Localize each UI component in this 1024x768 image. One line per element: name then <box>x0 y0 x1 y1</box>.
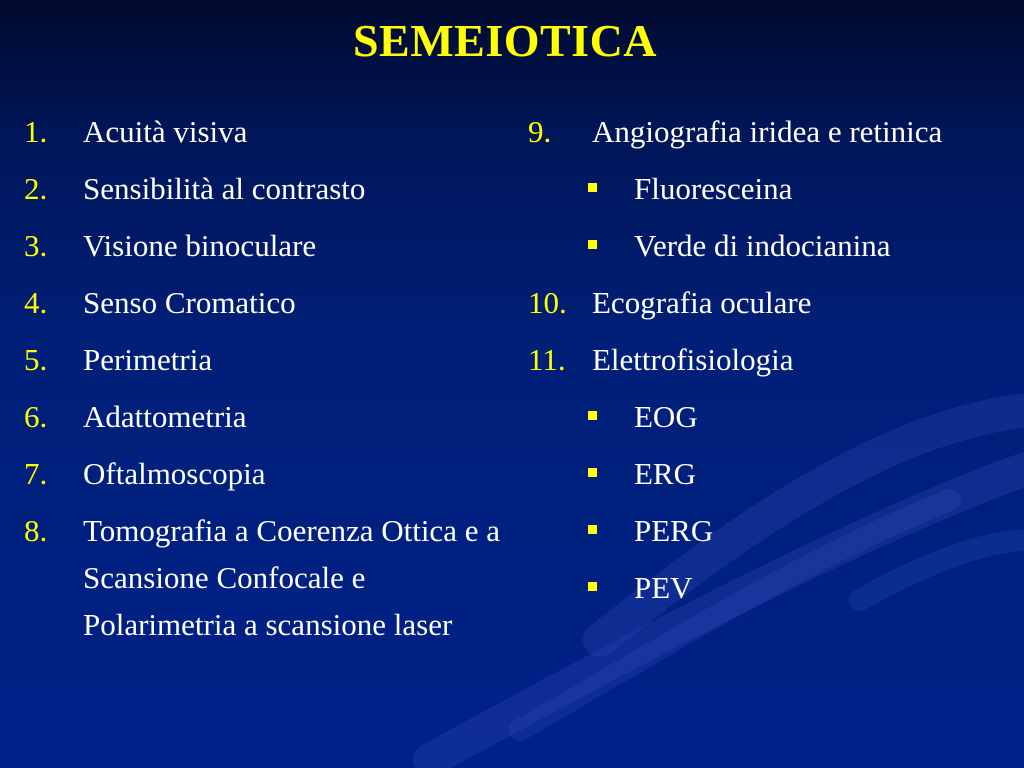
list-item-text: Senso Cromatico <box>83 285 296 320</box>
right-numbered-list <box>528 108 1018 621</box>
list-item-number: 7. <box>24 456 48 491</box>
square-bullet-icon <box>588 183 597 192</box>
list-item-text: Perimetria <box>83 342 213 377</box>
sub-list-item-text: PEV <box>634 570 693 605</box>
list-item-text: Elettrofisiologia <box>592 342 794 377</box>
list-item-text: Sensibilità al contrasto <box>83 171 366 206</box>
sub-list-item-text: Verde di indocianina <box>634 228 891 263</box>
list-item-number: 6. <box>24 399 48 434</box>
sub-list-item <box>528 450 1018 497</box>
list-item <box>528 336 1018 383</box>
square-bullet-icon <box>588 525 597 534</box>
list-item-text: Ecografia oculare <box>592 285 812 320</box>
list-item <box>24 507 504 648</box>
list-item-text: Angiografia iridea e retinica <box>592 114 943 149</box>
sub-list-item <box>528 393 1018 440</box>
sub-list-item-text: EOG <box>634 399 698 434</box>
list-item-text: Oftalmoscopia <box>83 456 266 491</box>
sub-list-item <box>528 507 1018 554</box>
left-numbered-list <box>24 108 504 658</box>
list-item <box>528 108 1018 155</box>
list-item <box>24 336 504 383</box>
list-item-number: 9. <box>528 114 552 149</box>
sub-list-item-text: Fluoresceina <box>634 171 793 206</box>
list-item <box>24 108 504 155</box>
list-item-text: Adattometria <box>83 399 247 434</box>
list-item-number: 2. <box>24 171 48 206</box>
list-item-number: 3. <box>24 228 48 263</box>
slide-title: SEMEIOTICA <box>352 15 658 66</box>
list-item-number: 4. <box>24 285 48 320</box>
list-item-text: Acuità visiva <box>83 114 248 149</box>
list-item <box>24 279 504 326</box>
list-item <box>528 279 1018 326</box>
sub-list-item <box>528 222 1018 269</box>
list-item-number: 5. <box>24 342 48 377</box>
sub-list-item <box>528 165 1018 212</box>
list-item-number: 1. <box>24 114 48 149</box>
list-item-number: 8. <box>24 513 48 548</box>
square-bullet-icon <box>588 582 597 591</box>
list-item-text: Visione binoculare <box>83 228 317 263</box>
list-item <box>24 450 504 497</box>
square-bullet-icon <box>588 468 597 477</box>
square-bullet-icon <box>588 240 597 249</box>
list-item-number: 11. <box>528 342 566 377</box>
list-item-text: Tomografia a Coerenza Ottica e a Scansione Confocale e Polarimetria a scansione laser <box>83 513 500 642</box>
list-item <box>24 222 504 269</box>
sub-list-item <box>528 564 1018 611</box>
list-item <box>24 393 504 440</box>
sub-list-item-text: PERG <box>634 513 714 548</box>
sub-list-item-text: ERG <box>634 456 696 491</box>
square-bullet-icon <box>588 411 597 420</box>
list-item-number: 10. <box>528 285 567 320</box>
list-item <box>24 165 504 212</box>
